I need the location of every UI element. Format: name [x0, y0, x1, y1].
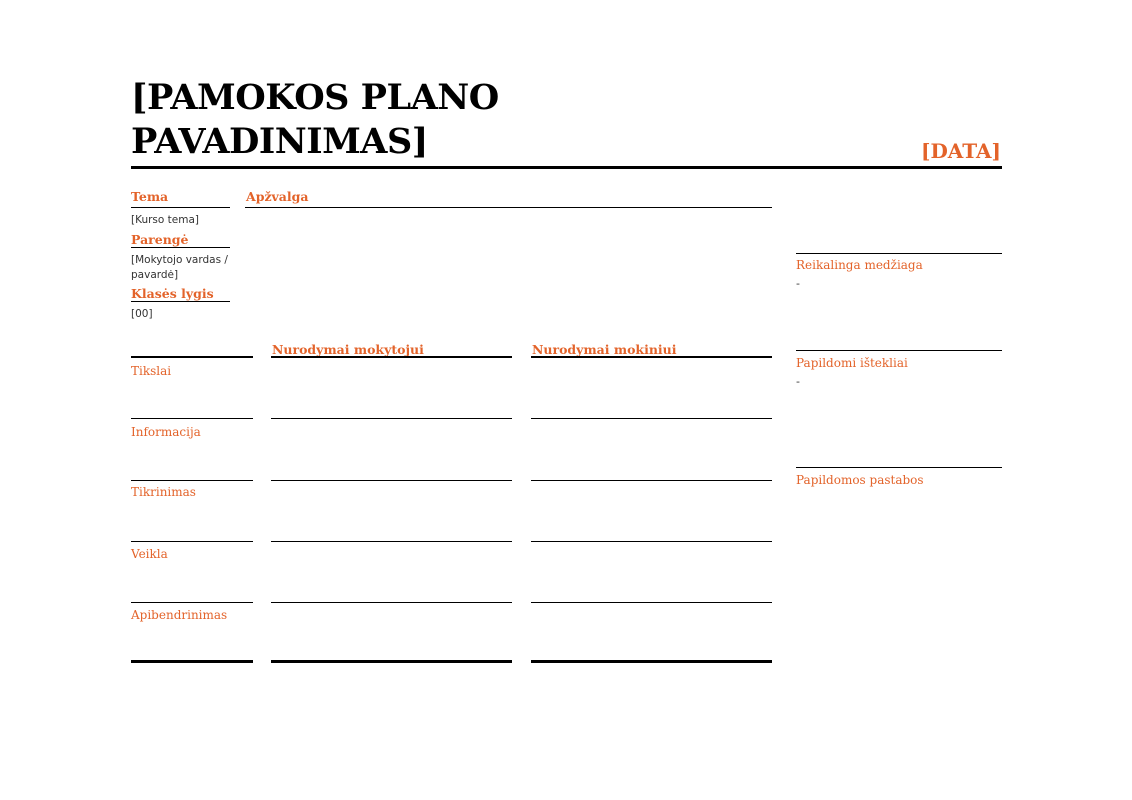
prepared-by-label: Parengė [131, 232, 189, 247]
page-title: [PAMOKOS PLANO PAVADINIMAS] [131, 77, 499, 162]
resources-rule [796, 350, 1002, 351]
row-rule [131, 480, 253, 481]
table-top-rule-left [131, 356, 253, 358]
date-placeholder: [DATA] [921, 139, 1001, 163]
row-label-information: Informacija [131, 425, 201, 439]
topic-label: Tema [131, 189, 169, 204]
topic-value: [Kurso tema] [131, 214, 199, 226]
student-column-header: Nurodymai mokiniui [532, 342, 677, 357]
table-bottom-rule-teacher [271, 660, 512, 663]
row-label-checking: Tikrinimas [131, 485, 196, 499]
row-rule [531, 602, 772, 603]
row-rule [271, 541, 512, 542]
grade-label: Klasės lygis [131, 286, 214, 301]
materials-rule [796, 253, 1002, 254]
table-bottom-rule-left [131, 660, 253, 663]
grade-rule [131, 301, 230, 302]
row-rule [531, 418, 772, 419]
materials-label: Reikalinga medžiaga [796, 258, 923, 272]
table-bottom-rule-student [531, 660, 772, 663]
row-rule [271, 418, 512, 419]
notes-label: Papildomos pastabos [796, 473, 924, 487]
teacher-column-header: Nurodymai mokytojui [272, 342, 424, 357]
row-rule [131, 602, 253, 603]
resources-value: - [796, 375, 800, 388]
resources-label: Papildomi ištekliai [796, 356, 908, 370]
row-rule [271, 480, 512, 481]
table-top-rule-teacher [271, 356, 512, 358]
row-label-goals: Tikslai [131, 364, 172, 378]
row-label-summary: Apibendrinimas [131, 608, 228, 622]
notes-rule [796, 467, 1002, 468]
table-top-rule-student [531, 356, 772, 358]
prepared-by-rule [131, 247, 230, 248]
topic-rule [131, 207, 230, 208]
prepared-by-value: [Mokytojo vardas / pavardė] [131, 254, 228, 281]
row-label-activity: Veikla [131, 547, 168, 561]
row-rule [131, 541, 253, 542]
row-rule [131, 418, 253, 419]
overview-rule [245, 207, 772, 208]
grade-value: [00] [131, 308, 153, 320]
row-rule [531, 541, 772, 542]
materials-value: - [796, 277, 800, 290]
overview-label: Apžvalga [246, 189, 309, 204]
row-rule [531, 480, 772, 481]
header-rule [131, 166, 1002, 169]
row-rule [271, 602, 512, 603]
